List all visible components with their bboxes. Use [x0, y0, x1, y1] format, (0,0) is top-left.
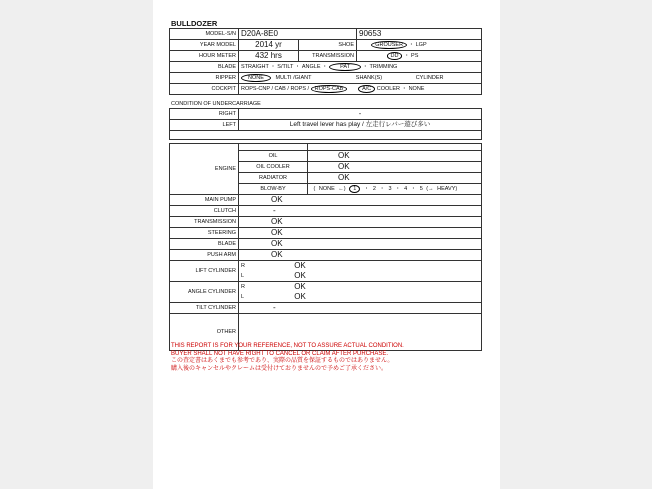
- blowby-selected: 1: [349, 185, 360, 193]
- ripper-label: RIPPER: [170, 73, 239, 84]
- shoe-selected: GROUSER: [371, 41, 407, 49]
- blowby-option: 5: [419, 186, 423, 192]
- blowby-option: 2: [372, 186, 376, 192]
- angle-r-row: [239, 282, 482, 293]
- ripper-option: MULTI: [275, 75, 292, 81]
- tilt-cylinder-label: TILT CYLINDER: [170, 303, 239, 314]
- angle-l-label: L: [241, 294, 245, 300]
- blowby-scale: ( NONE ←) 1 ・ 2 ・ 3 ・ 4 ・ 5 (→ HEAVY): [308, 184, 482, 195]
- hour-value: 432 hrs: [239, 51, 299, 62]
- blade-option: TRIMMING: [369, 64, 398, 70]
- cockpit-label: COCKPIT: [170, 84, 239, 95]
- right-label: RIGHT: [170, 109, 239, 120]
- model-value: D20A-8E0: [239, 29, 357, 40]
- lift-l-value: OK: [294, 271, 306, 280]
- cockpit-option: CAB: [274, 86, 286, 92]
- angle-l-value: OK: [294, 292, 306, 301]
- lift-r-row: [239, 261, 482, 272]
- disclaimer-line: 購入後のキャンセルやクレームは受付けておりませんので予めご了承ください。: [171, 365, 388, 372]
- blade-option: S/TILT: [277, 64, 294, 70]
- shoe-label: SHOE: [299, 40, 357, 51]
- year-value: 2014 yr: [239, 40, 299, 51]
- spacer-row: [170, 131, 482, 140]
- blade-option: ANGLE: [301, 64, 321, 70]
- disclaimer-line: THIS REPORT IS FOR YOUR REFERENCE, NOT TO ASSURE ACTUAL CONDITION.: [171, 343, 404, 349]
- engine-item-value: OK: [308, 151, 482, 162]
- engine-item-value: OK: [308, 162, 482, 173]
- blowby-label: BLOW-BY: [239, 184, 308, 195]
- blade-label: BLADE: [170, 62, 239, 73]
- ripper-options: [239, 73, 482, 84]
- component-value: OK: [239, 217, 482, 228]
- component-value: -: [239, 206, 482, 217]
- blade-option: STRAIGHT: [241, 64, 269, 70]
- angle-cylinder-label: ANGLE CYLINDER: [170, 282, 239, 303]
- spec-table: [169, 28, 482, 95]
- component-value: OK: [239, 228, 482, 239]
- component-value: OK: [239, 195, 482, 206]
- year-label: YEAR MODEL: [170, 40, 239, 51]
- component-label: STEERING: [170, 228, 239, 239]
- engine-item-label: RADIATOR: [239, 173, 308, 184]
- ripper-option: /GIANT: [293, 75, 312, 81]
- engine-label: ENGINE: [170, 144, 239, 195]
- inspection-table: [169, 143, 482, 351]
- blowby-option: 4: [404, 186, 408, 192]
- lift-r-label: R: [241, 263, 245, 269]
- transmission-options: DD ・ PS: [357, 51, 482, 62]
- other-label: OTHER: [170, 314, 239, 351]
- engine-item-value: OK: [308, 173, 482, 184]
- undercarriage-heading: CONDITION OF UNDERCARRIAGE: [171, 101, 261, 107]
- lift-cylinder-label: LIFT CYLINDER: [170, 261, 239, 282]
- component-label: BLADE: [170, 239, 239, 250]
- ripper-option: CYLINDER: [415, 75, 444, 81]
- cockpit-option: ROPS: [290, 86, 307, 92]
- blade-selected: PAT: [329, 63, 361, 71]
- transmission-selected: DD: [387, 52, 403, 60]
- serial-value: 90653: [357, 29, 482, 40]
- document-title: BULLDOZER: [171, 19, 218, 28]
- hour-label: HOUR METER: [170, 51, 239, 62]
- blowby-option: ( NONE ←): [313, 186, 346, 192]
- component-label: TRANSMISSION: [170, 217, 239, 228]
- cockpit-option: NONE: [408, 86, 425, 92]
- angle-r-label: R: [241, 284, 245, 290]
- undercarriage-table: [169, 108, 482, 140]
- cockpit-option: ROPS-CNP: [241, 86, 270, 92]
- cockpit-selected: ROPS-CAB: [311, 85, 348, 93]
- right-value: -: [239, 109, 482, 120]
- shoe-options: GROUSER ・ LGP: [357, 40, 482, 51]
- lift-r-value: OK: [270, 261, 330, 272]
- cockpit-options: ROPS-CNP / CAB / ROPS / ROPS-CAB A/C COOLER ・ NONE: [239, 84, 482, 95]
- tilt-cylinder-value: -: [239, 303, 482, 314]
- cockpit-option: COOLER: [376, 86, 400, 92]
- transmission-option: PS: [411, 53, 419, 59]
- blowby-option: 3: [388, 186, 392, 192]
- angle-l-row: [239, 292, 482, 303]
- disclaimer-line: この査定書はあくまでも参考であり、実際の品質を保証するものではありません。: [171, 358, 394, 364]
- lift-l-row: [239, 271, 482, 282]
- component-label: MAIN PUMP: [170, 195, 239, 206]
- left-label: LEFT: [170, 120, 239, 131]
- engine-spacer: [308, 144, 482, 151]
- engine-spacer: [239, 144, 308, 151]
- blade-options: STRAIGHT ・ S/TILT ・ ANGLE ・ PAT ・ TRIMMING: [239, 62, 482, 73]
- engine-item-label: OIL COOLER: [239, 162, 308, 173]
- ripper-selected: NONE: [241, 74, 271, 82]
- component-label: PUSH ARM: [170, 250, 239, 261]
- ac-selected: A/C: [358, 85, 375, 93]
- lift-l-label: L: [241, 273, 245, 279]
- left-value: Left travel lever has play / 左走行レバー遊び多い: [239, 120, 482, 131]
- transmission-label: TRANSMISSION: [299, 51, 357, 62]
- shoe-option: LGP: [415, 42, 427, 48]
- engine-item-label: OIL: [239, 151, 308, 162]
- model-label: MODEL-S/N: [170, 29, 239, 40]
- component-value: OK: [239, 250, 482, 261]
- disclaimer: [171, 343, 404, 373]
- blowby-option: (→ HEAVY): [426, 186, 458, 192]
- disclaimer-line: BUYER SHALL NOT HAVE RIGHT TO CANCEL OR CLAIM AFTER PURCHASE.: [171, 350, 389, 357]
- component-value: OK: [239, 239, 482, 250]
- angle-r-value: OK: [270, 282, 330, 293]
- ripper-option: SHANK(S): [355, 75, 383, 81]
- component-label: CLUTCH: [170, 206, 239, 217]
